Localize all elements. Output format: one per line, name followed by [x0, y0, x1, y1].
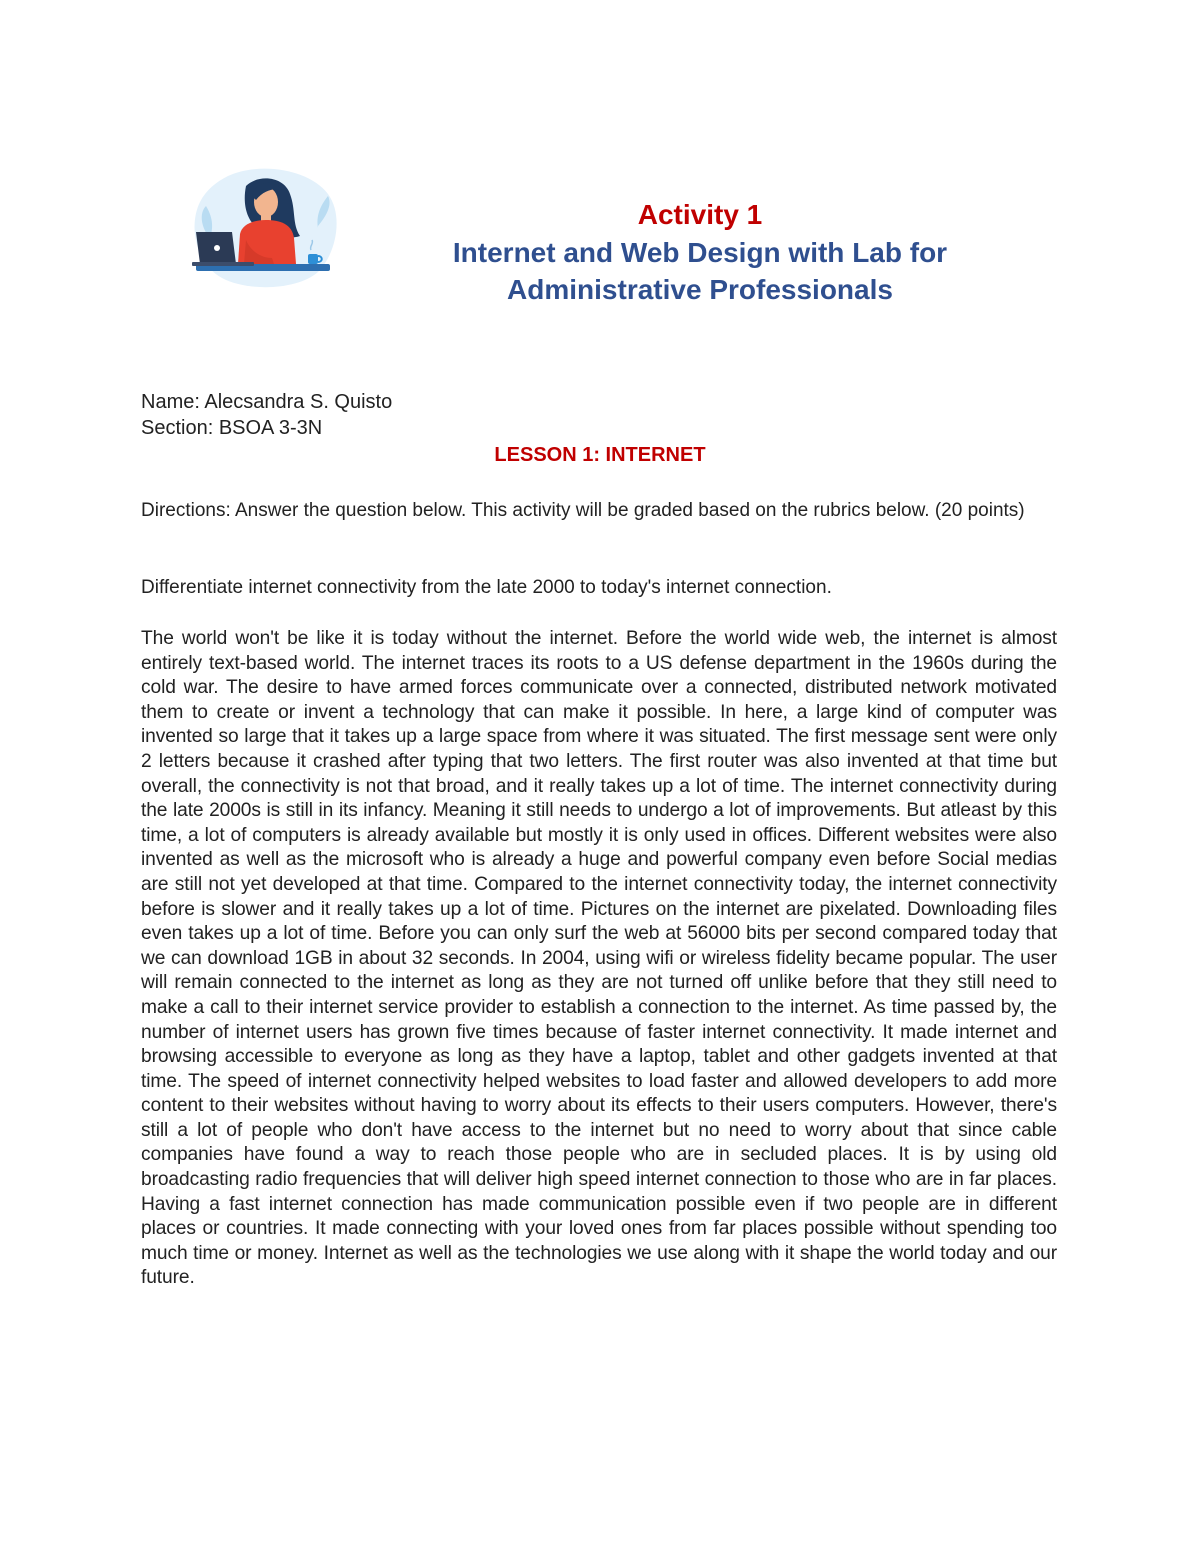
question-text: Differentiate internet connectivity from the late 2000 to today's internet connection.	[141, 577, 832, 598]
course-title-line-1: Internet and Web Design with Lab for	[452, 237, 948, 268]
answer-paragraph: The world won't be like it is today without the internet. Before the world wide web, the internet is almost entirely text-based world. The internet traces its roots to a US defense department in the 1960s during the cold war. The desire to have armed forces communicate over a connected, distributed network motivated them to create or invent a technology that can make it possible. In here, a large kind of computer was invented so large that it takes up a large space from where it was situated. The first message sent were only 2 letters because it crashed after typing that two letters. The first router was also invented at that time but overall, the connectivity is not that broad, and it really takes up a lot of time. The internet connectivity during the late 2000s is still in its infancy. Meaning it still needs to undergo a lot of improvements. But atleast by this time, a lot of computers is already available but mostly it is only used in offices. Different websites were also invented as well as the microsoft who is already a huge and powerful company even before Social medias are still not yet developed at that time. Compared to the internet connectivity today, the internet connectivity before is slower and it really takes up a lot of time. Pictures on the internet are pixelated. Downloading files even takes up a lot of time. Before you can only surf the web at 56000 bits per second compared today that we can download 1GB in about 32 seconds. In 2004, using wifi or wireless fidelity became popular. The user will remain connected to the internet as long as they are not turned off unlike before that they still need to make a call to their internet service provider to establish a connection to the internet. As time passed by, the number of internet users has grown five times because of faster internet connectivity. It made internet and browsing accessible to everyone as long as they have a laptop, tablet and other gadgets invented at that time. The speed of internet connectivity helped websites to load faster and allowed developers to add more content to their websites without having to worry about its effects to their users computers. However, there's still a lot of people who don't have access to the internet but no need to worry about that since cable companies have found a way to reach those people who are in secluded places. It is by using old broadcasting radio frequencies that will deliver high speed internet connection to those who are in far places. Having a fast internet connection has made communication possible even if two people are in different places or countries. It made connecting with your loved ones from far places possible without spending too much time or money. Internet as well as the technologies we use along with it shape the world today and our future.	[141, 628, 1057, 1289]
student-name: Name: Alecsandra S. Quisto	[141, 391, 393, 413]
title-block	[400, 196, 1000, 308]
student-info	[141, 389, 392, 441]
woman-at-laptop-icon	[188, 166, 338, 292]
directions-text: Directions: Answer the question below. This activity will be graded based on the rubrics below. (20 points)	[141, 500, 1025, 521]
activity-title: Activity 1	[637, 199, 763, 230]
lesson-title: LESSON 1: INTERNET	[494, 444, 706, 466]
student-section: Section: BSOA 3-3N	[141, 417, 323, 439]
course-title-line-2: Administrative Professionals	[507, 274, 893, 305]
